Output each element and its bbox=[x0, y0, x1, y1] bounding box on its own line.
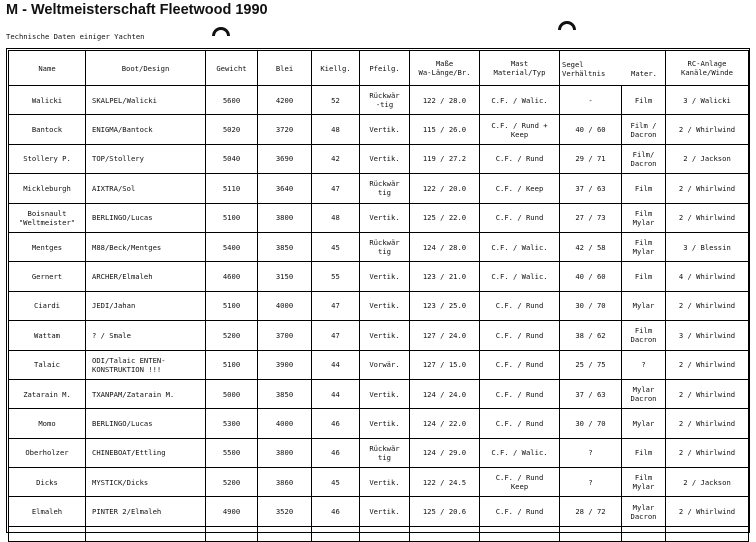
cell-masse: 123 / 25.0 bbox=[410, 291, 480, 320]
cell-gewicht: 5110 bbox=[206, 174, 258, 203]
empty-cell bbox=[622, 526, 666, 541]
empty-cell bbox=[480, 526, 560, 541]
cell-kiellg: 48 bbox=[312, 115, 360, 144]
empty-cell bbox=[312, 526, 360, 541]
header-pfeilg: Pfeilg. bbox=[360, 51, 410, 86]
cell-segel-verhaeltnis: 37 / 63 bbox=[560, 379, 622, 408]
cell-masse: 122 / 24.5 bbox=[410, 468, 480, 497]
table-row bbox=[9, 144, 749, 173]
cell-name: Oberholzer bbox=[9, 438, 86, 467]
cell-masse: 125 / 20.6 bbox=[410, 497, 480, 526]
table-row bbox=[9, 203, 749, 232]
header-boot-design: Boot/Design bbox=[86, 51, 206, 86]
cell-gewicht: 5020 bbox=[206, 115, 258, 144]
cell-name: Stollery P. bbox=[9, 144, 86, 173]
cell-name: Boisnault "Weltmeister" bbox=[9, 203, 86, 232]
cell-segel-material: Mylar bbox=[622, 291, 666, 320]
yacht-data-table bbox=[8, 50, 749, 542]
header-masse: Maße Wa-Länge/Br. bbox=[410, 51, 480, 86]
cell-masse: 115 / 26.0 bbox=[410, 115, 480, 144]
cell-mast: C.F. / Rund bbox=[480, 409, 560, 438]
cell-segel-verhaeltnis: 28 / 72 bbox=[560, 497, 622, 526]
cell-rc-anlage: 4 / Whirlwind bbox=[666, 262, 749, 291]
cell-rc-anlage: 3 / Whirlwind bbox=[666, 321, 749, 350]
cell-kiellg: 45 bbox=[312, 468, 360, 497]
cell-kiellg: 52 bbox=[312, 86, 360, 115]
cell-boot-design: TXANPAM/Zatarain M. bbox=[86, 379, 206, 408]
cell-kiellg: 45 bbox=[312, 232, 360, 261]
cell-gewicht: 5100 bbox=[206, 350, 258, 379]
header-mast: Mast Material/Typ bbox=[480, 51, 560, 86]
cell-mast: C.F. / Rund bbox=[480, 321, 560, 350]
cell-name: Ciardi bbox=[9, 291, 86, 320]
cell-rc-anlage: 2 / Whirlwind bbox=[666, 115, 749, 144]
cell-segel-verhaeltnis: 29 / 71 bbox=[560, 144, 622, 173]
cell-kiellg: 46 bbox=[312, 409, 360, 438]
cell-rc-anlage: 2 / Whirlwind bbox=[666, 203, 749, 232]
table-row bbox=[9, 86, 749, 115]
cell-pfeilg: Vorwär. bbox=[360, 350, 410, 379]
empty-table-row bbox=[9, 526, 749, 541]
empty-cell bbox=[560, 526, 622, 541]
page-subtitle: Technische Daten einiger Yachten bbox=[6, 32, 145, 41]
cell-pfeilg: Vertik. bbox=[360, 468, 410, 497]
cell-mast: C.F. / Rund Keep bbox=[480, 468, 560, 497]
cell-rc-anlage: 2 / Whirlwind bbox=[666, 379, 749, 408]
page-title: M - Weltmeisterschaft Fleetwood 1990 bbox=[6, 2, 268, 18]
cell-boot-design: PINTER 2/Elmaleh bbox=[86, 497, 206, 526]
cell-segel-material: Mylar bbox=[622, 409, 666, 438]
cell-name: Wattam bbox=[9, 321, 86, 350]
cell-pfeilg: Vertik. bbox=[360, 144, 410, 173]
cell-masse: 122 / 20.0 bbox=[410, 174, 480, 203]
empty-cell bbox=[666, 526, 749, 541]
punch-hole-mark-right bbox=[556, 16, 578, 38]
cell-pfeilg: Vertik. bbox=[360, 115, 410, 144]
cell-segel-material: Film Dacron bbox=[622, 321, 666, 350]
cell-gewicht: 5400 bbox=[206, 232, 258, 261]
cell-mast: C.F. / Walic. bbox=[480, 262, 560, 291]
cell-boot-design: ARCHER/Elmaleh bbox=[86, 262, 206, 291]
cell-name: Mentges bbox=[9, 232, 86, 261]
header-name: Name bbox=[9, 51, 86, 86]
header-rc-anlage: RC-Anlage Kanäle/Winde bbox=[666, 51, 749, 86]
cell-segel-verhaeltnis: - bbox=[560, 86, 622, 115]
cell-kiellg: 44 bbox=[312, 379, 360, 408]
cell-masse: 125 / 22.0 bbox=[410, 203, 480, 232]
table-row bbox=[9, 232, 749, 261]
cell-blei: 3520 bbox=[258, 497, 312, 526]
cell-segel-material: Mylar Dacron bbox=[622, 379, 666, 408]
cell-boot-design: BERLINGO/Lucas bbox=[86, 409, 206, 438]
cell-boot-design: AIXTRA/Sol bbox=[86, 174, 206, 203]
cell-gewicht: 5100 bbox=[206, 291, 258, 320]
cell-kiellg: 46 bbox=[312, 497, 360, 526]
cell-blei: 3860 bbox=[258, 468, 312, 497]
cell-segel-verhaeltnis: 40 / 60 bbox=[560, 115, 622, 144]
cell-gewicht: 5000 bbox=[206, 379, 258, 408]
cell-masse: 124 / 22.0 bbox=[410, 409, 480, 438]
cell-masse: 127 / 24.0 bbox=[410, 321, 480, 350]
header-gewicht: Gewicht bbox=[206, 51, 258, 86]
cell-segel-verhaeltnis: 30 / 70 bbox=[560, 409, 622, 438]
cell-segel-material: Film / Dacron bbox=[622, 115, 666, 144]
cell-boot-design: M88/Beck/Mentges bbox=[86, 232, 206, 261]
cell-gewicht: 5200 bbox=[206, 321, 258, 350]
empty-cell bbox=[206, 526, 258, 541]
cell-name: Zatarain M. bbox=[9, 379, 86, 408]
table-row bbox=[9, 291, 749, 320]
cell-rc-anlage: 3 / Blessin bbox=[666, 232, 749, 261]
empty-cell bbox=[258, 526, 312, 541]
cell-name: Walicki bbox=[9, 86, 86, 115]
header-segel-mater: Mater. bbox=[631, 69, 657, 78]
table-row bbox=[9, 115, 749, 144]
cell-pfeilg: Vertik. bbox=[360, 203, 410, 232]
cell-boot-design: BERLINGO/Lucas bbox=[86, 203, 206, 232]
cell-name: Dicks bbox=[9, 468, 86, 497]
cell-kiellg: 44 bbox=[312, 350, 360, 379]
cell-name: Elmaleh bbox=[9, 497, 86, 526]
table-row bbox=[9, 468, 749, 497]
cell-mast: C.F. / Rund bbox=[480, 350, 560, 379]
cell-segel-material: Film/ Dacron bbox=[622, 144, 666, 173]
header-kiellg: Kiellg. bbox=[312, 51, 360, 86]
cell-blei: 3700 bbox=[258, 321, 312, 350]
cell-blei: 3800 bbox=[258, 203, 312, 232]
cell-pfeilg: Vertik. bbox=[360, 291, 410, 320]
cell-gewicht: 5300 bbox=[206, 409, 258, 438]
cell-mast: C.F. / Walic. bbox=[480, 438, 560, 467]
cell-masse: 123 / 21.0 bbox=[410, 262, 480, 291]
table-row bbox=[9, 409, 749, 438]
header-segel bbox=[560, 51, 666, 86]
empty-cell bbox=[86, 526, 206, 541]
cell-blei: 3150 bbox=[258, 262, 312, 291]
cell-mast: C.F. / Walic. bbox=[480, 86, 560, 115]
cell-rc-anlage: 2 / Whirlwind bbox=[666, 497, 749, 526]
cell-blei: 3850 bbox=[258, 232, 312, 261]
cell-rc-anlage: 2 / Whirlwind bbox=[666, 409, 749, 438]
cell-mast: C.F. / Rund bbox=[480, 291, 560, 320]
table-header-row bbox=[9, 51, 749, 86]
empty-cell bbox=[9, 526, 86, 541]
table-row bbox=[9, 497, 749, 526]
cell-gewicht: 5100 bbox=[206, 203, 258, 232]
cell-blei: 3850 bbox=[258, 379, 312, 408]
cell-segel-material: Mylar Dacron bbox=[622, 497, 666, 526]
cell-blei: 3720 bbox=[258, 115, 312, 144]
cell-mast: C.F. / Walic. bbox=[480, 232, 560, 261]
cell-name: Gernert bbox=[9, 262, 86, 291]
cell-pfeilg: Rückwär -tig bbox=[360, 86, 410, 115]
cell-pfeilg: Vertik. bbox=[360, 409, 410, 438]
cell-masse: 124 / 28.0 bbox=[410, 232, 480, 261]
cell-segel-material: Film bbox=[622, 438, 666, 467]
cell-segel-verhaeltnis: 37 / 63 bbox=[560, 174, 622, 203]
cell-name: Momo bbox=[9, 409, 86, 438]
cell-segel-material: Film Mylar bbox=[622, 468, 666, 497]
empty-cell bbox=[410, 526, 480, 541]
cell-name: Bantock bbox=[9, 115, 86, 144]
table-row bbox=[9, 174, 749, 203]
cell-segel-material: Film bbox=[622, 174, 666, 203]
cell-gewicht: 5500 bbox=[206, 438, 258, 467]
cell-boot-design: CHINEBOAT/Ettling bbox=[86, 438, 206, 467]
cell-masse: 127 / 15.0 bbox=[410, 350, 480, 379]
cell-gewicht: 5040 bbox=[206, 144, 258, 173]
cell-masse: 122 / 28.0 bbox=[410, 86, 480, 115]
cell-gewicht: 5600 bbox=[206, 86, 258, 115]
punch-hole-mark-left bbox=[210, 22, 232, 44]
cell-kiellg: 42 bbox=[312, 144, 360, 173]
table-row bbox=[9, 321, 749, 350]
cell-mast: C.F. / Rund bbox=[480, 379, 560, 408]
cell-pfeilg: Vertik. bbox=[360, 321, 410, 350]
header-segel-verhaeltnis: Segel Verhältnis bbox=[562, 60, 606, 78]
cell-masse: 124 / 24.0 bbox=[410, 379, 480, 408]
cell-rc-anlage: 2 / Whirlwind bbox=[666, 350, 749, 379]
cell-mast: C.F. / Rund bbox=[480, 144, 560, 173]
cell-blei: 3800 bbox=[258, 438, 312, 467]
cell-mast: C.F. / Rund + Keep bbox=[480, 115, 560, 144]
cell-masse: 119 / 27.2 bbox=[410, 144, 480, 173]
cell-pfeilg: Vertik. bbox=[360, 497, 410, 526]
cell-pfeilg: Vertik. bbox=[360, 262, 410, 291]
cell-boot-design: TOP/Stollery bbox=[86, 144, 206, 173]
table-row bbox=[9, 262, 749, 291]
cell-rc-anlage: 2 / Jackson bbox=[666, 468, 749, 497]
cell-name: Mickleburgh bbox=[9, 174, 86, 203]
cell-boot-design: MYSTICK/Dicks bbox=[86, 468, 206, 497]
cell-boot-design: JEDI/Jahan bbox=[86, 291, 206, 320]
cell-segel-material: Film bbox=[622, 86, 666, 115]
cell-blei: 3690 bbox=[258, 144, 312, 173]
table-row bbox=[9, 379, 749, 408]
header-blei: Blei bbox=[258, 51, 312, 86]
cell-segel-verhaeltnis: 38 / 62 bbox=[560, 321, 622, 350]
cell-pfeilg: Vertik. bbox=[360, 379, 410, 408]
cell-blei: 3900 bbox=[258, 350, 312, 379]
cell-pfeilg: Rückwär tig bbox=[360, 174, 410, 203]
cell-segel-verhaeltnis: 42 / 58 bbox=[560, 232, 622, 261]
cell-rc-anlage: 2 / Whirlwind bbox=[666, 174, 749, 203]
cell-rc-anlage: 3 / Walicki bbox=[666, 86, 749, 115]
cell-boot-design: ENIGMA/Bantock bbox=[86, 115, 206, 144]
cell-segel-verhaeltnis: 25 / 75 bbox=[560, 350, 622, 379]
empty-cell bbox=[360, 526, 410, 541]
cell-boot-design: ? / Smale bbox=[86, 321, 206, 350]
cell-kiellg: 47 bbox=[312, 321, 360, 350]
cell-masse: 124 / 29.0 bbox=[410, 438, 480, 467]
cell-gewicht: 5200 bbox=[206, 468, 258, 497]
cell-name: Talaic bbox=[9, 350, 86, 379]
cell-blei: 4000 bbox=[258, 409, 312, 438]
cell-blei: 3640 bbox=[258, 174, 312, 203]
cell-rc-anlage: 2 / Whirlwind bbox=[666, 291, 749, 320]
cell-boot-design: SKALPEL/Walicki bbox=[86, 86, 206, 115]
cell-kiellg: 48 bbox=[312, 203, 360, 232]
cell-blei: 4200 bbox=[258, 86, 312, 115]
cell-rc-anlage: 2 / Jackson bbox=[666, 144, 749, 173]
cell-pfeilg: Rückwär tig bbox=[360, 438, 410, 467]
cell-gewicht: 4600 bbox=[206, 262, 258, 291]
cell-segel-verhaeltnis: 27 / 73 bbox=[560, 203, 622, 232]
cell-kiellg: 47 bbox=[312, 174, 360, 203]
cell-kiellg: 47 bbox=[312, 291, 360, 320]
cell-segel-verhaeltnis: 30 / 70 bbox=[560, 291, 622, 320]
cell-gewicht: 4900 bbox=[206, 497, 258, 526]
cell-segel-material: Film bbox=[622, 262, 666, 291]
cell-segel-verhaeltnis: ? bbox=[560, 438, 622, 467]
cell-mast: C.F. / Keep bbox=[480, 174, 560, 203]
cell-rc-anlage: 2 / Whirlwind bbox=[666, 438, 749, 467]
cell-segel-material: Film Mylar bbox=[622, 232, 666, 261]
cell-pfeilg: Rückwär tig bbox=[360, 232, 410, 261]
cell-segel-verhaeltnis: 40 / 60 bbox=[560, 262, 622, 291]
cell-segel-material: Film Mylar bbox=[622, 203, 666, 232]
cell-blei: 4000 bbox=[258, 291, 312, 320]
cell-kiellg: 46 bbox=[312, 438, 360, 467]
cell-boot-design: ODI/Talaic ENTEN- KONSTRUKTION !!! bbox=[86, 350, 206, 379]
cell-kiellg: 55 bbox=[312, 262, 360, 291]
cell-mast: C.F. / Rund bbox=[480, 203, 560, 232]
table-row bbox=[9, 350, 749, 379]
cell-segel-material: ? bbox=[622, 350, 666, 379]
table-row bbox=[9, 438, 749, 467]
cell-segel-verhaeltnis: ? bbox=[560, 468, 622, 497]
cell-mast: C.F. / Rund bbox=[480, 497, 560, 526]
